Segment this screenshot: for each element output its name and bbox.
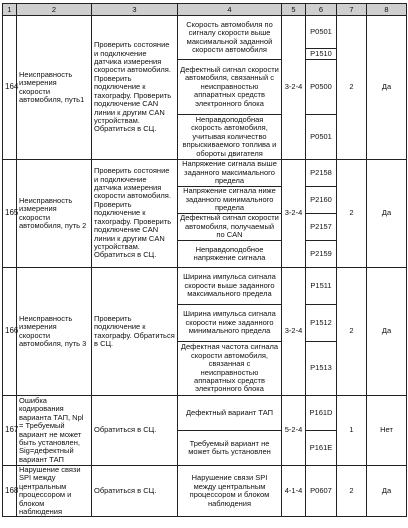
lamp-flag: Да (367, 466, 407, 517)
lamp-flag: Да (367, 160, 407, 268)
dtc-code: P161E (306, 431, 337, 466)
fault-description: Требуемый вариант не может быть установлен (178, 431, 282, 466)
blink-code: 3-2-4 (282, 16, 306, 160)
row-number: 164 (3, 16, 17, 160)
dtc-code: P2159 (306, 241, 337, 268)
priority: 2 (337, 268, 367, 396)
dtc-code: P0500 (306, 60, 337, 115)
dtc-code: P2157 (306, 214, 337, 241)
header-cell: 2 (17, 4, 92, 16)
row-number: 166 (3, 268, 17, 396)
dtc-code: P1512 (306, 305, 337, 342)
fault-description: Неправдоподобная скорость автомобиля, учитывая количество впрыскиваемого топлива и обороты двигателя (178, 115, 282, 160)
header-cell: 7 (337, 4, 367, 16)
table-row (3, 16, 407, 49)
lamp-flag: Да (367, 268, 407, 396)
blink-code: 5-2-4 (282, 396, 306, 466)
fault-description: Напряжение сигнала ниже заданного минимального предела (178, 187, 282, 214)
table-row (3, 160, 407, 187)
lamp-flag: Да (367, 16, 407, 160)
priority: 2 (337, 160, 367, 268)
fault-name: Неисправность измерения скорости автомобиля, путь 3 (17, 268, 92, 396)
blink-code: 3-2-4 (282, 160, 306, 268)
blink-code: 3-2-4 (282, 268, 306, 396)
fault-description: Скорость автомобиля по сигналу скорости выше максимальной заданной скорости автомобиля (178, 16, 282, 60)
fault-description: Дефектный сигнал скорости автомобиля, получаемый по CAN (178, 214, 282, 241)
fault-description: Неправдоподобное напряжение сигнала (178, 241, 282, 268)
blink-code: 4-1-4 (282, 466, 306, 517)
row-number: 167 (3, 396, 17, 466)
fault-name: Нарушение связи SPI между центральным процессором и блоком наблюдения (17, 466, 92, 517)
priority: 1 (337, 396, 367, 466)
action-text: Обратиться в СЦ. (92, 396, 178, 466)
priority: 2 (337, 16, 367, 160)
action-text: Проверить состояние и подключение датчика измерения скорости автомобиля. Проверить подключение к тахографу. Проверить подключение CAN линии к другим CAN устройствам. Обратиться в СЦ. (92, 160, 178, 268)
fault-name: Неисправность измерения скорости автомобиля, путь1 (17, 16, 92, 160)
fault-description: Дефектная частота сигнала скорости автомобиля, связанная с неисправностью аппаратных средств электронного блока (178, 342, 282, 396)
dtc-code: P2160 (306, 187, 337, 214)
dtc-code: P0501 (306, 115, 337, 160)
table-row (3, 466, 407, 517)
row-number: 168 (3, 466, 17, 517)
row-number: 165 (3, 160, 17, 268)
fault-name: Неисправность измерения скорости автомобиля, путь 2 (17, 160, 92, 268)
action-text: Проверить состояние и подключение датчика измерения скорости автомобиля. Проверить подключение к тахографу. Проверить подключение CAN линии к другим CAN устройствам. Обратиться в СЦ. (92, 16, 178, 160)
dtc-code: P1511 (306, 268, 337, 305)
fault-description: Ширина импульса сигнала скорости ниже заданного минимального предела (178, 305, 282, 342)
header-row (3, 4, 407, 16)
dtc-code: P0607 (306, 466, 337, 517)
header-cell: 8 (367, 4, 407, 16)
dtc-code: P2158 (306, 160, 337, 187)
priority: 2 (337, 466, 367, 517)
fault-description: Ширина импульса сигнала скорости выше заданного максимального предела (178, 268, 282, 305)
table-row (3, 268, 407, 305)
dtc-code: P1513 (306, 342, 337, 396)
fault-name: Ошибка кодирования варианта ТАП, Npl = Требуемый вариант не может быть установлен, Sig=дефектный вариант ТАП (17, 396, 92, 466)
header-cell: 4 (178, 4, 282, 16)
fault-code-table (2, 3, 407, 517)
fault-description: Дефектный вариант ТАП (178, 396, 282, 431)
fault-description: Дефектный сигнал скорости автомобиля, связанный с неисправностью аппаратных средств электронного блока (178, 60, 282, 115)
header-cell: 5 (282, 4, 306, 16)
lamp-flag: Нет (367, 396, 407, 466)
table-row (3, 396, 407, 431)
action-text: Проверить подключение к тахографу. Обратиться в СЦ. (92, 268, 178, 396)
header-cell: 3 (92, 4, 178, 16)
action-text: Обратиться в СЦ. (92, 466, 178, 517)
dtc-code: P0501 (306, 16, 337, 49)
fault-description: Нарушение связи SPI между центральным процессором и блоком наблюдения (178, 466, 282, 517)
header-cell: 1 (3, 4, 17, 16)
header-cell: 6 (306, 4, 337, 16)
fault-description: Напряжение сигнала выше заданного максимального предела (178, 160, 282, 187)
dtc-code: P161D (306, 396, 337, 431)
dtc-code: P1510 (306, 49, 337, 60)
